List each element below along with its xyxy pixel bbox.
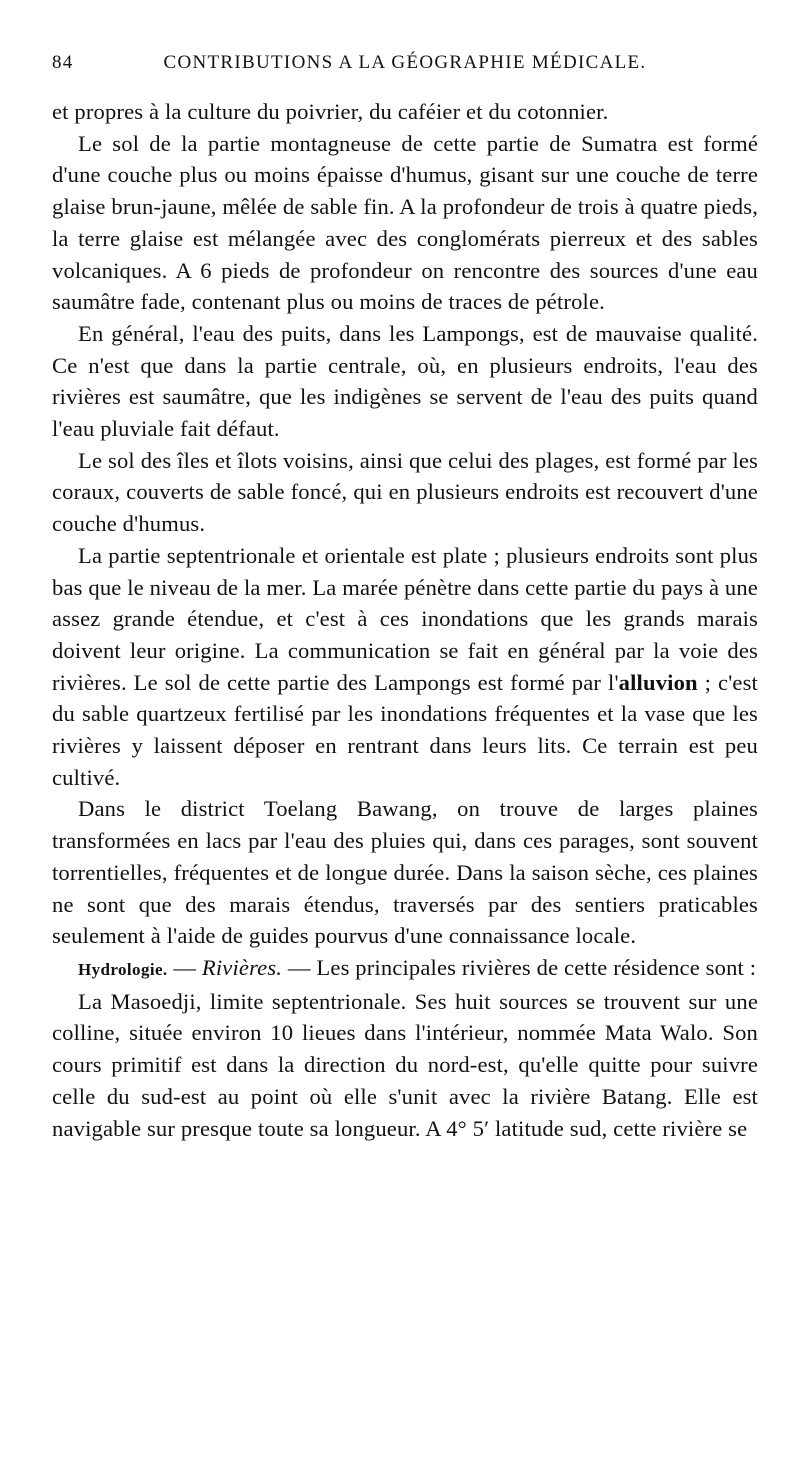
paragraph-5-text-b: ; c'est du sable quartzeux fertilisé par les inondations fréquentes et la vase que les rivières y laissent déposer en rentrant dans leurs lits. Ce terrain est peu cultivé. (52, 669, 758, 790)
section-heading-hydrologie (52, 952, 758, 986)
page-number: 84 (52, 52, 74, 73)
paragraph-1: et propres à la culture du poivrier, du caféier et du cotonnier. (52, 99, 609, 124)
paragraph-8: La Masoedji, limite septentrionale. Ses huit sources se trouvent sur une colline, située environ 10 lieues dans l'intérieur, nommée Mata Walo. Son cours primitif est dans la direction du nord-est, qu'elle quitte pour suivre celle du sud-est au point où elle s'unit avec la rivière Batang. Elle est navigable sur presque toute sa longueur. A 4° 5′ latitude sud, cette rivière se (52, 988, 758, 1141)
running-title: CONTRIBUTIONS A LA GÉOGRAPHIE MÉDICALE. (163, 52, 647, 73)
section-label: Hydrologie. (78, 959, 168, 979)
paragraph-2: Le sol de la partie montagneuse de cette partie de Sumatra est formé d'une couche plus ou moins épaisse d'humus, gisant sur une couche de terre glaise brun-jaune, mêlée de sable fin. A la profondeur de trois à quatre pieds, la terre glaise est mélangée avec des conglomérats pierreux et des sables volcaniques. A 6 pieds de profondeur on rencontre des sources d'une eau saumâtre fade, contenant plus ou moins de traces de pétrole. (52, 130, 758, 315)
paragraph-4: Le sol des îles et îlots voisins, ainsi que celui des plages, est formé par les coraux, couverts de sable foncé, qui en plusieurs endroits est recouvert d'une couche d'humus. (52, 447, 758, 537)
running-head (52, 52, 758, 82)
paragraph-5-text-a: La partie septentrionale et orientale est plate ; plusieurs endroits sont plus bas que le niveau de la mer. La marée pénètre dans cette partie du pays à une assez grande étendue, et c'est à ces inondations que les grands marais doivent leur origine. La communication se fait en général par la voie des rivières. Le sol de cette partie des Lampongs est formé par l' (52, 542, 758, 695)
paragraph-5 (52, 540, 758, 794)
term-alluvion: alluvion (618, 669, 698, 695)
paragraph-3: En général, l'eau des puits, dans les Lampongs, est de mauvaise qualité. Ce n'est que dans la partie centrale, où, en plusieurs endroits, l'eau des rivières est saumâtre, que les indigènes se servent de l'eau des puits quand l'eau pluviale fait défaut. (52, 320, 758, 442)
paragraph-6: Dans le district Toelang Bawang, on trouve de larges plaines transformées en lacs par l'eau des pluies qui, dans ces parages, sont souvent torrentielles, fréquentes et de longue durée. Dans la saison sèche, ces plaines ne sont que des marais étendus, traversés par des sentiers praticables seulement à l'aide de guides pourvus d'une connaissance locale. (52, 796, 758, 949)
subsection-label: Rivières. (201, 954, 283, 980)
book-page (52, 52, 758, 1144)
body-text (52, 96, 758, 1144)
section-intro-text: — Les principales rivières de cette résidence sont : (282, 954, 757, 980)
section-dash: — (167, 954, 202, 980)
